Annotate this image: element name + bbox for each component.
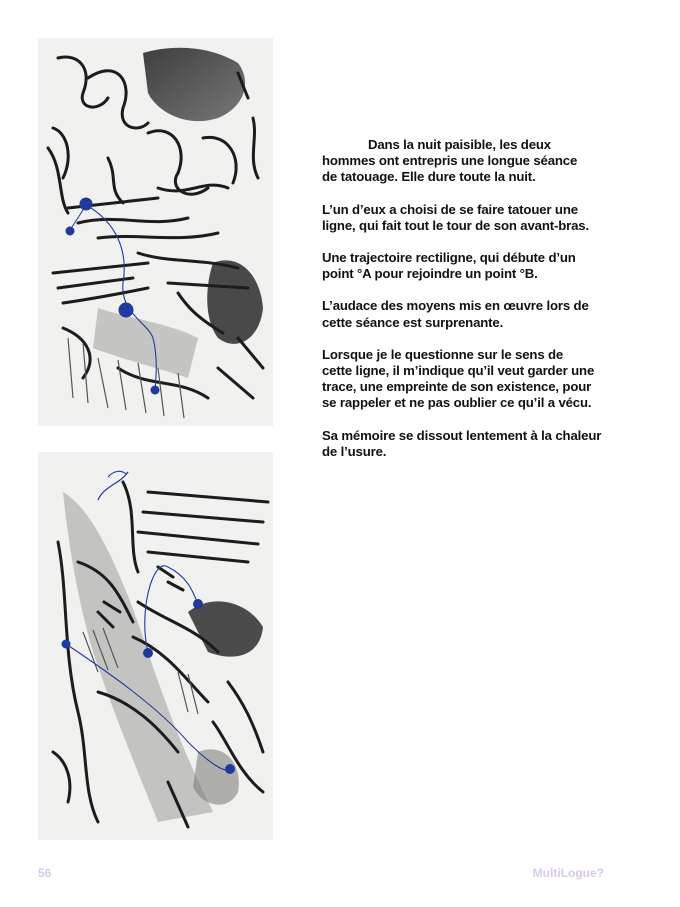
paragraph-3: Une trajectoire rectiligne, qui débute d’un point °A pour rejoindre un point °B. [322,250,576,282]
tattoo-point-b-dot [151,386,160,395]
charcoal-drawing-top [38,38,273,426]
story-text [322,137,622,476]
charcoal-drawing-bottom [38,452,273,840]
drawing-bottom-svg [38,452,273,840]
page-number: 56 [38,866,52,880]
paragraph-5: Lorsque je le questionne sur le sens de cette ligne, il m’indique qu’il veut garder une trace, une empreinte de son existence, pour se rappeler et ne pas oublier ce qu’il a vécu. [322,346,595,411]
drawing-top-svg [38,38,273,426]
paragraph-1: Dans la nuit paisible, les deux hommes ont entrepris une longue séance de tatouage. Elle dure toute la nuit. [322,137,578,185]
tattoo-point-a-dot [80,198,93,211]
journal-title: MultiLogue? [532,866,604,880]
paragraph-2: L’un d’eux a choisi de se faire tatouer une ligne, qui fait tout le tour de son avant-bras. [322,201,589,233]
paragraph-4: L’audace des moyens mis en œuvre lors de cette séance est surprenante. [322,298,589,330]
paragraph-6: Sa mémoire se dissout lentement à la chaleur de l’usure. [322,427,602,459]
